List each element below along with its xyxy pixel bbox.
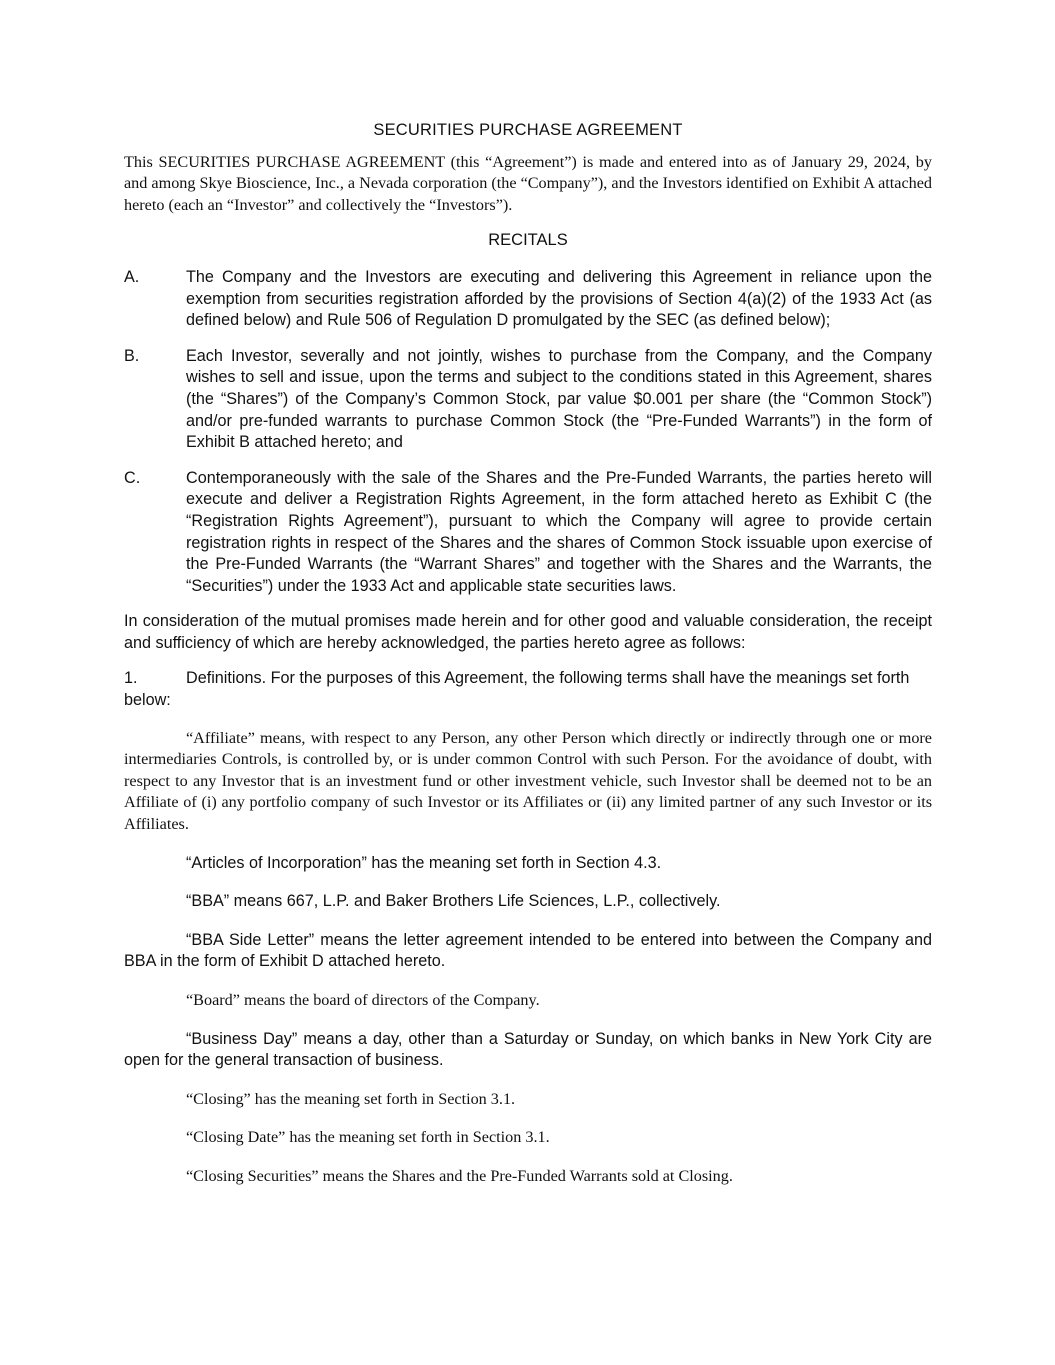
document-page — [124, 120, 932, 1205]
recital-a — [124, 267, 932, 332]
recitals-heading: RECITALS — [488, 231, 568, 250]
recital-letter: A. — [124, 267, 140, 286]
recital-c — [124, 468, 932, 598]
definition-closing-securities: “Closing Securities” means the Shares and the Pre-Funded Warrants sold at Closing. — [186, 1166, 733, 1185]
recital-text: Contemporaneously with the sale of the Shares and the Pre-Funded Warrants, the parties hereto will execute and deliver a Registration Rights Agreement, in the form attached hereto as Exhibit C (the “Registration Rights Agreement”), pursuant to which the Company will agree to provide certain registration rights in respect of the Shares and the shares of Common Stock issuable upon exercise of the Pre-Funded Warrants (the “Warrant Shares” and together with the Shares and the Warrants, the “Securities”) under the 1933 Act and applicable state securities laws. — [186, 468, 932, 595]
definition-articles-of-incorporation: “Articles of Incorporation” has the meaning set forth in Section 4.3. — [186, 853, 662, 872]
section-1-heading — [124, 668, 932, 711]
consideration-paragraph: In consideration of the mutual promises made herein and for other good and valuable consideration, the receipt and sufficiency of which are hereby acknowledged, the parties hereto agree as follows: — [124, 612, 932, 652]
intro-paragraph: This SECURITIES PURCHASE AGREEMENT (this “Agreement”) is made and entered into as of January 29, 2024, by and among Skye Bioscience, Inc., a Nevada corporation (the “Company”), and the Investors identified on Exhibit A attached hereto (each an “Investor” and collectively the “Investors”). — [124, 152, 932, 214]
definition-bba-side-letter: “BBA Side Letter” means the letter agreement intended to be entered into between the Company and BBA in the form of Exhibit D attached hereto. — [124, 930, 932, 971]
document-title: SECURITIES PURCHASE AGREEMENT — [373, 121, 683, 139]
section-number: 1. — [124, 669, 138, 688]
recital-letter: C. — [124, 468, 141, 487]
definition-bba: “BBA” means 667, L.P. and Baker Brothers Life Sciences, L.P., collectively. — [186, 892, 721, 911]
recital-b — [124, 346, 932, 454]
recital-text: The Company and the Investors are executing and delivering this Agreement in reliance upon the exemption from securities registration afforded by the provisions of Section 4(a)(2) of the 1933 Act (as defined below) and Rule 506 of Regulation D promulgated by the SEC (as defined below); — [186, 267, 932, 330]
definition-closing: “Closing” has the meaning set forth in Section 3.1. — [186, 1089, 516, 1108]
definition-business-day: “Business Day” means a day, other than a Saturday or Sunday, on which banks in New York City are open for the general transaction of business. — [124, 1029, 932, 1070]
recital-letter: B. — [124, 346, 140, 365]
recital-text: Each Investor, severally and not jointly, wishes to purchase from the Company, and the Company wishes to sell and issue, upon the terms and subject to the conditions stated in this Agreement, shares (the “Shares”) of the Company’s Common Stock, par value $0.001 per share (the “Common Stock”) and/or pre-funded warrants to purchase Common Stock (the “Pre-Funded Warrants”) in the form of Exhibit B attached hereto; and — [186, 346, 932, 452]
definition-board: “Board” means the board of directors of the Company. — [186, 991, 540, 1009]
definition-affiliate: “Affiliate” means, with respect to any Person, any other Person which directly or indirectly through one or more intermediaries Controls, is controlled by, or is under common Control with such Person. For the avoidance of doubt, with respect to any Investor that is an investment fund or other investment vehicle, such Investor shall be deemed not to be an Affiliate of (i) any portfolio company of such Investor or its Affiliates or (ii) any limited partner of any such Investor or its Affiliates. — [124, 728, 932, 834]
section-text: Definitions. For the purposes of this Agreement, the following terms shall have the meanings set forth below: — [124, 669, 910, 710]
definition-closing-date: “Closing Date” has the meaning set forth in Section 3.1. — [186, 1128, 550, 1147]
